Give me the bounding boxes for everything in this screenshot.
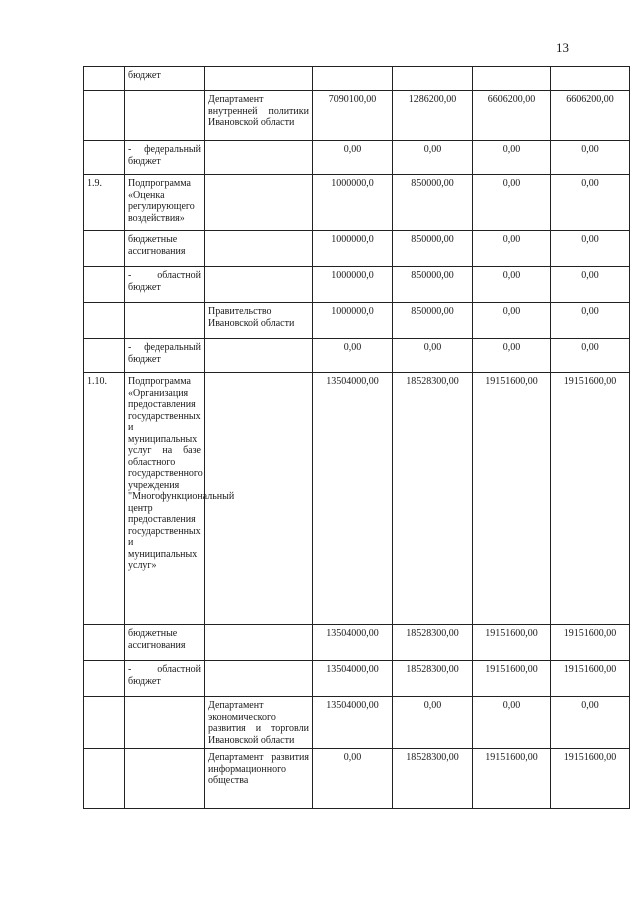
row-executor: [205, 231, 313, 267]
table-row: [84, 661, 630, 697]
row-value-1: 0,00: [313, 749, 393, 809]
row-index: [84, 625, 125, 661]
row-name: - областной бюджет: [125, 267, 205, 303]
row-executor: [205, 267, 313, 303]
table-row: [84, 339, 630, 373]
row-value-2: 0,00: [393, 141, 473, 175]
row-value-4: 0,00: [551, 175, 630, 231]
table-row: [84, 303, 630, 339]
row-value-3: 19151600,00: [473, 373, 551, 625]
row-name: бюджетные ассигнования: [125, 231, 205, 267]
row-name: Подпрограмма «Оценка регулирующего воздействия»: [125, 175, 205, 231]
row-name: [125, 91, 205, 141]
row-value-1: 13504000,00: [313, 697, 393, 749]
row-index: [84, 67, 125, 91]
row-executor: Правительство Ивановской области: [205, 303, 313, 339]
table-row: [84, 749, 630, 809]
row-name: [125, 303, 205, 339]
row-value-2: 18528300,00: [393, 373, 473, 625]
row-name: - областной бюджет: [125, 661, 205, 697]
row-name: [125, 697, 205, 749]
row-value-3: [473, 67, 551, 91]
row-value-1: 0,00: [313, 339, 393, 373]
row-executor: [205, 175, 313, 231]
row-value-4: 0,00: [551, 267, 630, 303]
row-value-1: [313, 67, 393, 91]
row-value-2: 850000,00: [393, 231, 473, 267]
row-value-4: 0,00: [551, 231, 630, 267]
row-value-2: 850000,00: [393, 267, 473, 303]
row-value-1: 7090100,00: [313, 91, 393, 141]
row-index: [84, 303, 125, 339]
table-row: [84, 373, 630, 625]
row-index: [84, 749, 125, 809]
row-value-1: 13504000,00: [313, 625, 393, 661]
row-name: бюджет: [125, 67, 205, 91]
row-value-1: 1000000,0: [313, 303, 393, 339]
row-value-1: 1000000,0: [313, 267, 393, 303]
row-value-3: 19151600,00: [473, 749, 551, 809]
row-executor: Департамент экономического развития и торговли Ивановской области: [205, 697, 313, 749]
row-value-4: 19151600,00: [551, 373, 630, 625]
row-executor: [205, 67, 313, 91]
page-number: 13: [556, 40, 569, 55]
row-value-3: 0,00: [473, 267, 551, 303]
row-value-3: 6606200,00: [473, 91, 551, 141]
table-row: [84, 141, 630, 175]
row-value-3: 0,00: [473, 303, 551, 339]
row-value-2: [393, 67, 473, 91]
table-row: [84, 67, 630, 91]
row-value-4: 0,00: [551, 339, 630, 373]
row-name: - федеральный бюджет: [125, 141, 205, 175]
row-value-1: 1000000,0: [313, 231, 393, 267]
row-executor: [205, 141, 313, 175]
row-index: 1.10.: [84, 373, 125, 625]
table-row: [84, 91, 630, 141]
row-name: [125, 749, 205, 809]
table-row: [84, 267, 630, 303]
row-name: бюджетные ассигнования: [125, 625, 205, 661]
row-index: [84, 661, 125, 697]
row-index: [84, 91, 125, 141]
table-row: [84, 231, 630, 267]
row-value-4: 19151600,00: [551, 625, 630, 661]
row-value-2: 1286200,00: [393, 91, 473, 141]
row-value-3: 19151600,00: [473, 625, 551, 661]
row-name: - федеральный бюджет: [125, 339, 205, 373]
row-value-1: 13504000,00: [313, 373, 393, 625]
budget-table: [83, 66, 630, 809]
table-row: [84, 697, 630, 749]
row-executor: [205, 625, 313, 661]
row-index: [84, 697, 125, 749]
row-value-4: [551, 67, 630, 91]
row-value-4: 0,00: [551, 141, 630, 175]
row-value-1: 13504000,00: [313, 661, 393, 697]
row-value-1: 1000000,0: [313, 175, 393, 231]
row-value-2: 0,00: [393, 697, 473, 749]
row-value-2: 850000,00: [393, 175, 473, 231]
row-index: [84, 267, 125, 303]
row-index: [84, 339, 125, 373]
row-value-2: 18528300,00: [393, 661, 473, 697]
row-value-4: 19151600,00: [551, 661, 630, 697]
row-value-3: 19151600,00: [473, 661, 551, 697]
row-value-2: 850000,00: [393, 303, 473, 339]
row-executor: Департамент развития информационного общества: [205, 749, 313, 809]
row-value-2: 18528300,00: [393, 749, 473, 809]
row-value-3: 0,00: [473, 141, 551, 175]
row-value-2: 0,00: [393, 339, 473, 373]
row-value-3: 0,00: [473, 339, 551, 373]
row-value-4: 19151600,00: [551, 749, 630, 809]
row-index: 1.9.: [84, 175, 125, 231]
row-value-3: 0,00: [473, 231, 551, 267]
row-executor: [205, 339, 313, 373]
table-row: [84, 625, 630, 661]
row-value-4: 6606200,00: [551, 91, 630, 141]
row-value-4: 0,00: [551, 303, 630, 339]
row-value-3: 0,00: [473, 175, 551, 231]
row-name: Подпрограмма «Организация предоставления государственных и муниципальных услуг на базе областного государственного учреждения "Многофункциональный центр предоставления государственных и муниципальных услуг»: [125, 373, 205, 625]
table-row: [84, 175, 630, 231]
row-executor: [205, 661, 313, 697]
row-value-1: 0,00: [313, 141, 393, 175]
row-value-4: 0,00: [551, 697, 630, 749]
row-index: [84, 141, 125, 175]
row-executor: Департамент внутренней политики Ивановской области: [205, 91, 313, 141]
row-value-2: 18528300,00: [393, 625, 473, 661]
row-value-3: 0,00: [473, 697, 551, 749]
row-index: [84, 231, 125, 267]
